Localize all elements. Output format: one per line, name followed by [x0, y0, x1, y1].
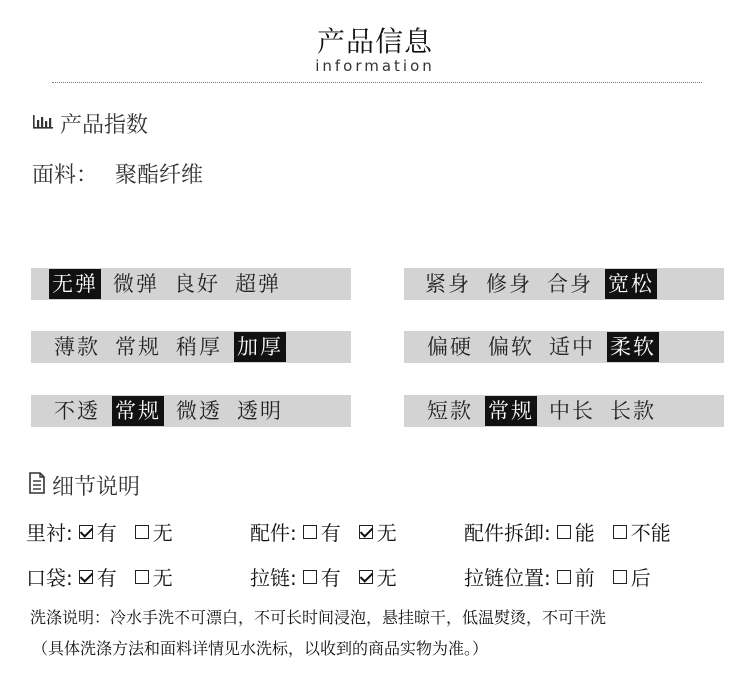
index-option: 透明	[237, 399, 283, 423]
detail-option-label: 不能	[630, 521, 671, 545]
index-option-selected: 无弹	[49, 269, 101, 299]
index-option: 偏硬	[427, 335, 473, 359]
detail-group	[26, 562, 173, 591]
detail-label: 拉链:	[250, 566, 297, 590]
detail-option	[77, 517, 117, 546]
checkbox-empty-icon	[135, 570, 149, 584]
index-option-selected: 常规	[485, 396, 537, 426]
index-option: 偏软	[488, 335, 534, 359]
detail-option	[611, 562, 651, 591]
detail-option-label: 后	[630, 566, 651, 590]
detail-option-label: 无	[376, 521, 397, 545]
index-option: 微弹	[113, 272, 159, 296]
index-option: 修身	[486, 272, 532, 296]
index-option-selected: 柔软	[607, 332, 659, 362]
index-option-selected: 加厚	[234, 332, 286, 362]
detail-option-label: 有	[96, 521, 117, 545]
index-option: 稍厚	[176, 335, 222, 359]
document-icon	[28, 472, 46, 500]
index-bar	[404, 331, 724, 363]
detail-option-label: 无	[152, 521, 173, 545]
detail-option-label: 有	[320, 521, 341, 545]
detail-option	[133, 562, 173, 591]
checkbox-checked-icon	[359, 525, 373, 539]
detail-option-label: 能	[574, 521, 595, 545]
index-option-selected: 宽松	[605, 269, 657, 299]
page-subtitle: information	[315, 57, 435, 75]
index-option: 薄款	[54, 335, 100, 359]
detail-option-label: 无	[152, 566, 173, 590]
index-bar	[404, 395, 724, 427]
detail-option	[611, 517, 671, 546]
detail-label: 拉链位置:	[464, 566, 551, 590]
index-option: 紧身	[425, 272, 471, 296]
detail-option	[301, 517, 341, 546]
checkbox-empty-icon	[613, 525, 627, 539]
index-option: 微透	[176, 399, 222, 423]
detail-label: 配件拆卸:	[464, 521, 551, 545]
checkbox-empty-icon	[557, 570, 571, 584]
index-bar	[31, 331, 351, 363]
index-option: 超弹	[235, 272, 281, 296]
detail-option-label: 有	[320, 566, 341, 590]
checkbox-empty-icon	[303, 570, 317, 584]
detail-option	[357, 517, 397, 546]
bar-chart-icon	[32, 111, 54, 136]
detail-option-label: 无	[376, 566, 397, 590]
fabric-value: 聚酯纤维	[115, 163, 204, 188]
detail-option	[133, 517, 173, 546]
detail-option	[301, 562, 341, 591]
checkbox-empty-icon	[613, 570, 627, 584]
detail-option	[555, 517, 595, 546]
detail-group	[464, 517, 671, 546]
detail-option-label: 前	[574, 566, 595, 590]
checkbox-empty-icon	[303, 525, 317, 539]
index-option: 常规	[115, 335, 161, 359]
index-option: 不透	[54, 399, 100, 423]
fabric-line	[32, 158, 213, 189]
index-bar	[31, 268, 351, 300]
index-option: 适中	[549, 335, 595, 359]
index-option-selected: 常规	[112, 396, 164, 426]
detail-section-title: 细节说明	[52, 475, 141, 500]
dotted-divider	[52, 82, 702, 83]
detail-section-header	[28, 470, 140, 501]
care-line-2: （具体洗涤方法和面料详情见水洗标，以收到的商品实物为准。）	[32, 639, 489, 658]
checkbox-empty-icon	[557, 525, 571, 539]
detail-group	[464, 562, 651, 591]
checkbox-empty-icon	[135, 525, 149, 539]
detail-group	[250, 517, 397, 546]
index-option: 中长	[549, 399, 595, 423]
index-bar	[404, 268, 724, 300]
checkbox-checked-icon	[79, 525, 93, 539]
index-section-header	[32, 108, 148, 139]
detail-option	[357, 562, 397, 591]
detail-label: 口袋:	[26, 566, 73, 590]
checkbox-checked-icon	[79, 570, 93, 584]
page-title: 产品信息	[316, 25, 433, 58]
index-section-title: 产品指数	[60, 113, 149, 138]
index-option: 合身	[547, 272, 593, 296]
index-bar	[31, 395, 351, 427]
index-option: 短款	[427, 399, 473, 423]
detail-label: 配件:	[250, 521, 297, 545]
detail-group	[26, 517, 173, 546]
detail-option	[555, 562, 595, 591]
care-line-1: 洗涤说明：冷水手洗不可漂白，不可长时间浸泡，悬挂晾干，低温熨烫，不可干洗	[30, 608, 607, 627]
detail-option	[77, 562, 117, 591]
detail-option-label: 有	[96, 566, 117, 590]
index-option: 良好	[174, 272, 220, 296]
fabric-label: 面料：	[32, 163, 99, 188]
checkbox-checked-icon	[359, 570, 373, 584]
index-option: 长款	[610, 399, 656, 423]
detail-label: 里衬:	[26, 521, 73, 545]
detail-group	[250, 562, 397, 591]
